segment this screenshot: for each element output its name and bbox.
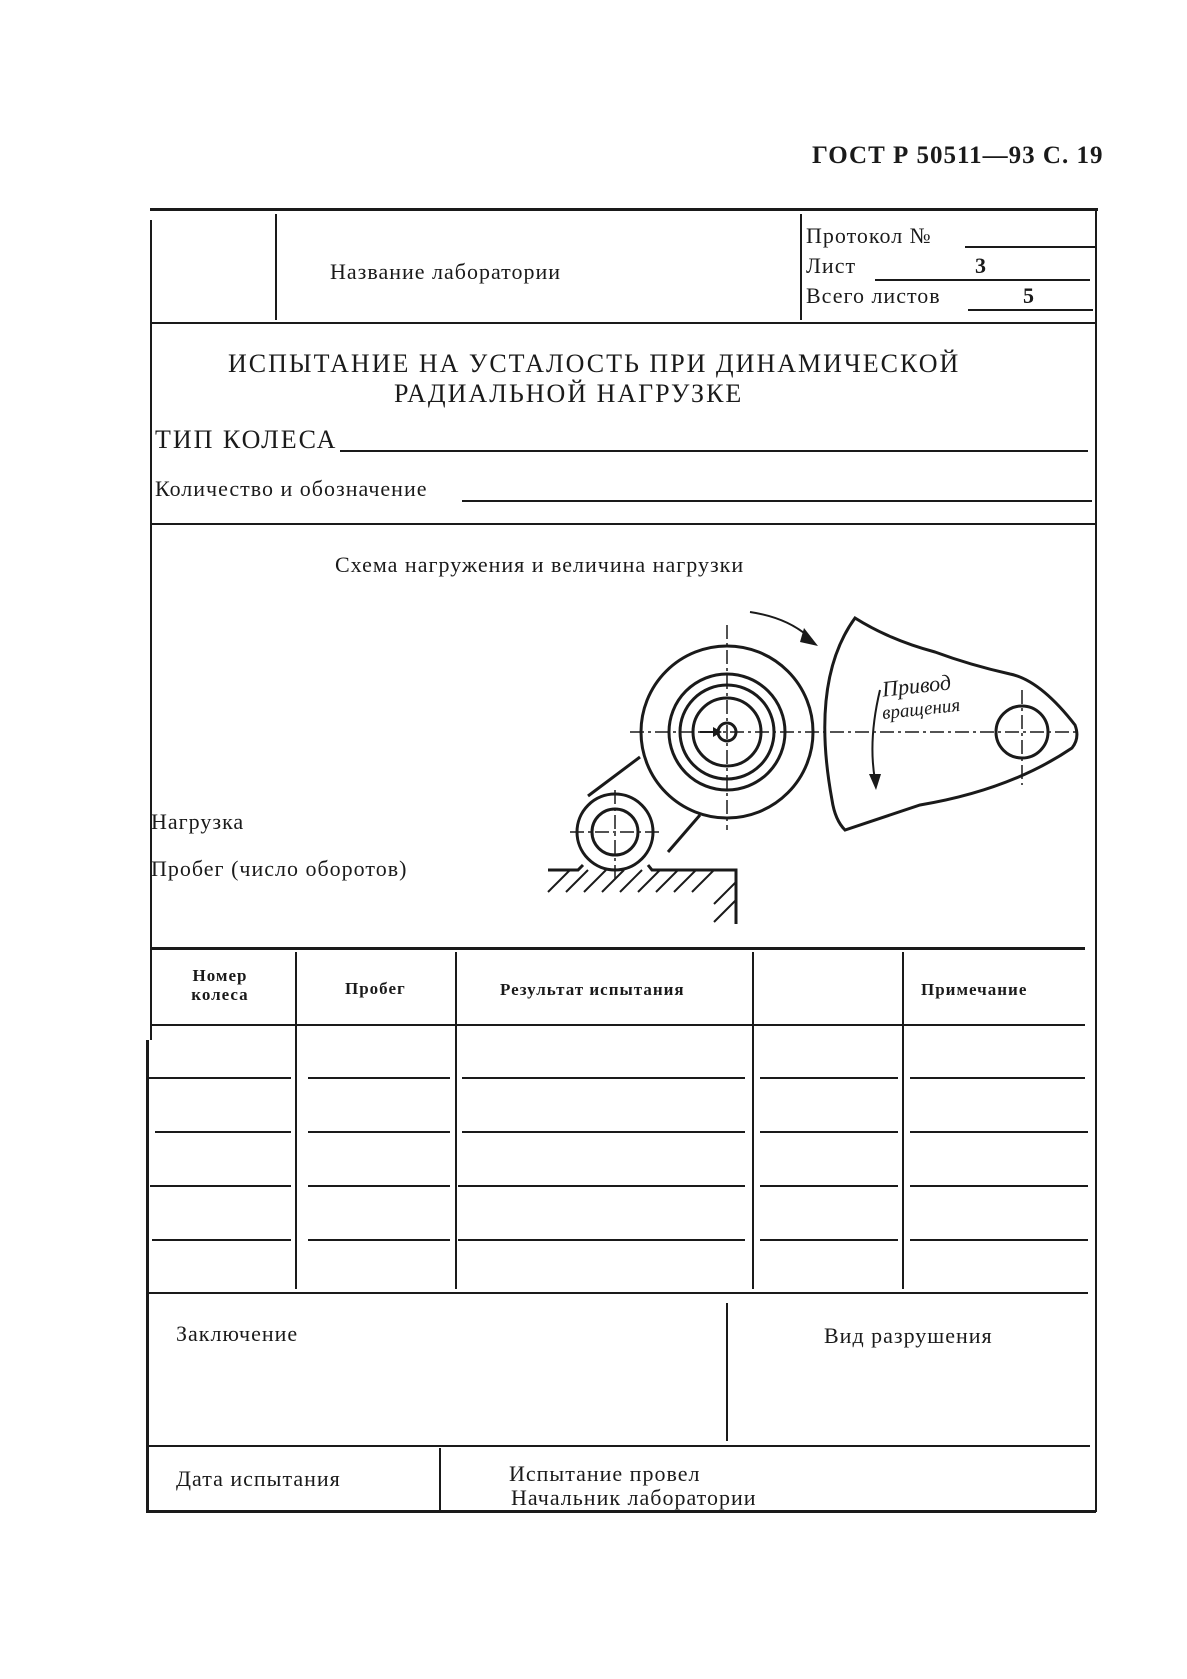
signature-divider (439, 1448, 441, 1510)
title-line-1: ИСПЫТАНИЕ НА УСТАЛОСТЬ ПРИ ДИНАМИЧЕСКОЙ (228, 349, 961, 378)
run-label: Пробег (число оборотов) (151, 856, 408, 881)
table-col-divider-3 (752, 952, 754, 1289)
table-header-note: Примечание (921, 980, 1028, 999)
protocol-label: Протокол № (806, 223, 932, 248)
drive-label-1: Привод (880, 669, 953, 702)
conclusion-divider (726, 1303, 728, 1441)
failure-type-label: Вид разрушения (824, 1323, 993, 1348)
table-col-divider-4 (902, 952, 904, 1289)
performed-by-label: Испытание провел (509, 1461, 701, 1486)
lab-name-label: Название лаборатории (330, 259, 562, 284)
document-code: ГОСТ Р 50511—93 С. 19 (812, 142, 1104, 169)
table-bottom-line (148, 1292, 1088, 1294)
title-line-2: РАДИАЛЬНОЙ НАГРУЗКЕ (394, 379, 744, 408)
table-header-number-line-1: Номер (192, 966, 248, 985)
load-label: Нагрузка (151, 809, 245, 834)
total-value: 5 (1023, 283, 1035, 308)
table-header-result: Результат испытания (500, 980, 685, 999)
sheet-label: Лист (806, 253, 857, 278)
head-of-lab-label: Начальник лаборатории (511, 1485, 757, 1510)
table-header-number (170, 967, 270, 1004)
table-header-bottom (150, 1024, 1085, 1026)
table-col-divider-2 (455, 952, 457, 1289)
table-header-number-line-2: колеса (191, 984, 249, 1004)
total-label: Всего листов (806, 283, 941, 308)
table-header-run: Пробег (345, 979, 406, 998)
sheet-value: 3 (975, 253, 987, 278)
table-top-line (150, 947, 1085, 950)
drive-label-2: вращения (881, 694, 962, 725)
quantity-label: Количество и обозначение (155, 476, 428, 501)
conclusion-bottom-line (146, 1445, 1090, 1447)
table-col-divider-1 (295, 952, 297, 1289)
scheme-caption: Схема нагружения и величина нагрузки (335, 552, 745, 577)
wheel-type-label: ТИП КОЛЕСА (155, 425, 338, 454)
test-date-label: Дата испытания (176, 1466, 341, 1491)
conclusion-label: Заключение (176, 1321, 299, 1346)
